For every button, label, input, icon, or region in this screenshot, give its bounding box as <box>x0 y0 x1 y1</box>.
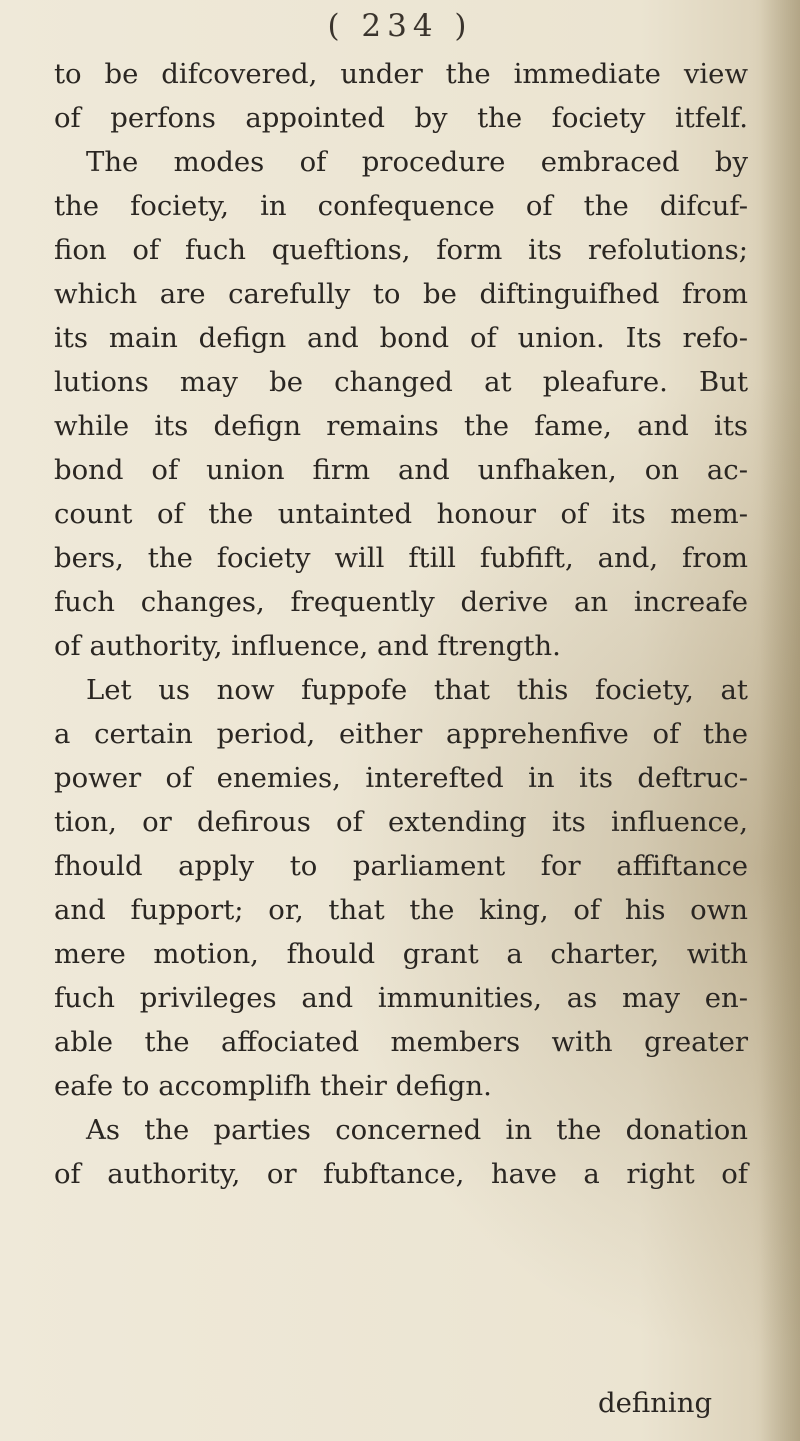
text-line: fuch privileges and immunities, as may en- <box>54 982 748 1014</box>
text-line: of authority, or fubftance, have a right of <box>54 1158 748 1190</box>
text-line: fion of fuch queftions, form its refolutions; <box>54 234 748 266</box>
text-line: fuch changes, frequently derive an increafe <box>54 586 748 618</box>
text-line: mere motion, fhould grant a charter, with <box>54 938 748 970</box>
text-line: lutions may be changed at pleafure. But <box>54 366 748 398</box>
text-line: of perfons appointed by the fociety itfelf. <box>54 102 748 134</box>
text-line: while its defign remains the fame, and its <box>54 410 748 442</box>
text-line: The modes of procedure embraced by <box>86 146 748 178</box>
page-number: ( 234 ) <box>327 8 473 44</box>
text-line: which are carefully to be diftinguifhed from <box>54 278 748 310</box>
body-text <box>54 52 748 1196</box>
text-line: its main defign and bond of union. Its refo- <box>54 322 748 354</box>
text-line: tion, or defirous of extending its influence, <box>54 806 748 838</box>
text-line: able the affociated members with greater <box>54 1026 748 1058</box>
text-line: the fociety, in confequence of the difcuf- <box>54 190 748 222</box>
text-line: of authority, influence, and ftrength. <box>54 630 561 662</box>
text-line: fhould apply to parliament for affiftance <box>54 850 748 882</box>
text-line: As the parties concerned in the donation <box>86 1114 748 1146</box>
text-line: Let us now fuppofe that this fociety, at <box>86 674 748 706</box>
text-line: bond of union firm and unfhaken, on ac- <box>54 454 748 486</box>
text-line: to be difcovered, under the immediate view <box>54 58 748 90</box>
text-line: eafe to accomplifh their defign. <box>54 1070 492 1102</box>
text-line: bers, the fociety will ftill fubfift, and, from <box>54 542 748 574</box>
text-line: count of the untainted honour of its mem- <box>54 498 748 530</box>
text-line: and fupport; or, that the king, of his own <box>54 894 748 926</box>
page-edge-shadow <box>760 0 800 1441</box>
catchword: defining <box>598 1387 713 1419</box>
text-line: power of enemies, interefted in its deftruc- <box>54 762 748 794</box>
text-line: a certain period, either apprehenfive of the <box>54 718 748 750</box>
